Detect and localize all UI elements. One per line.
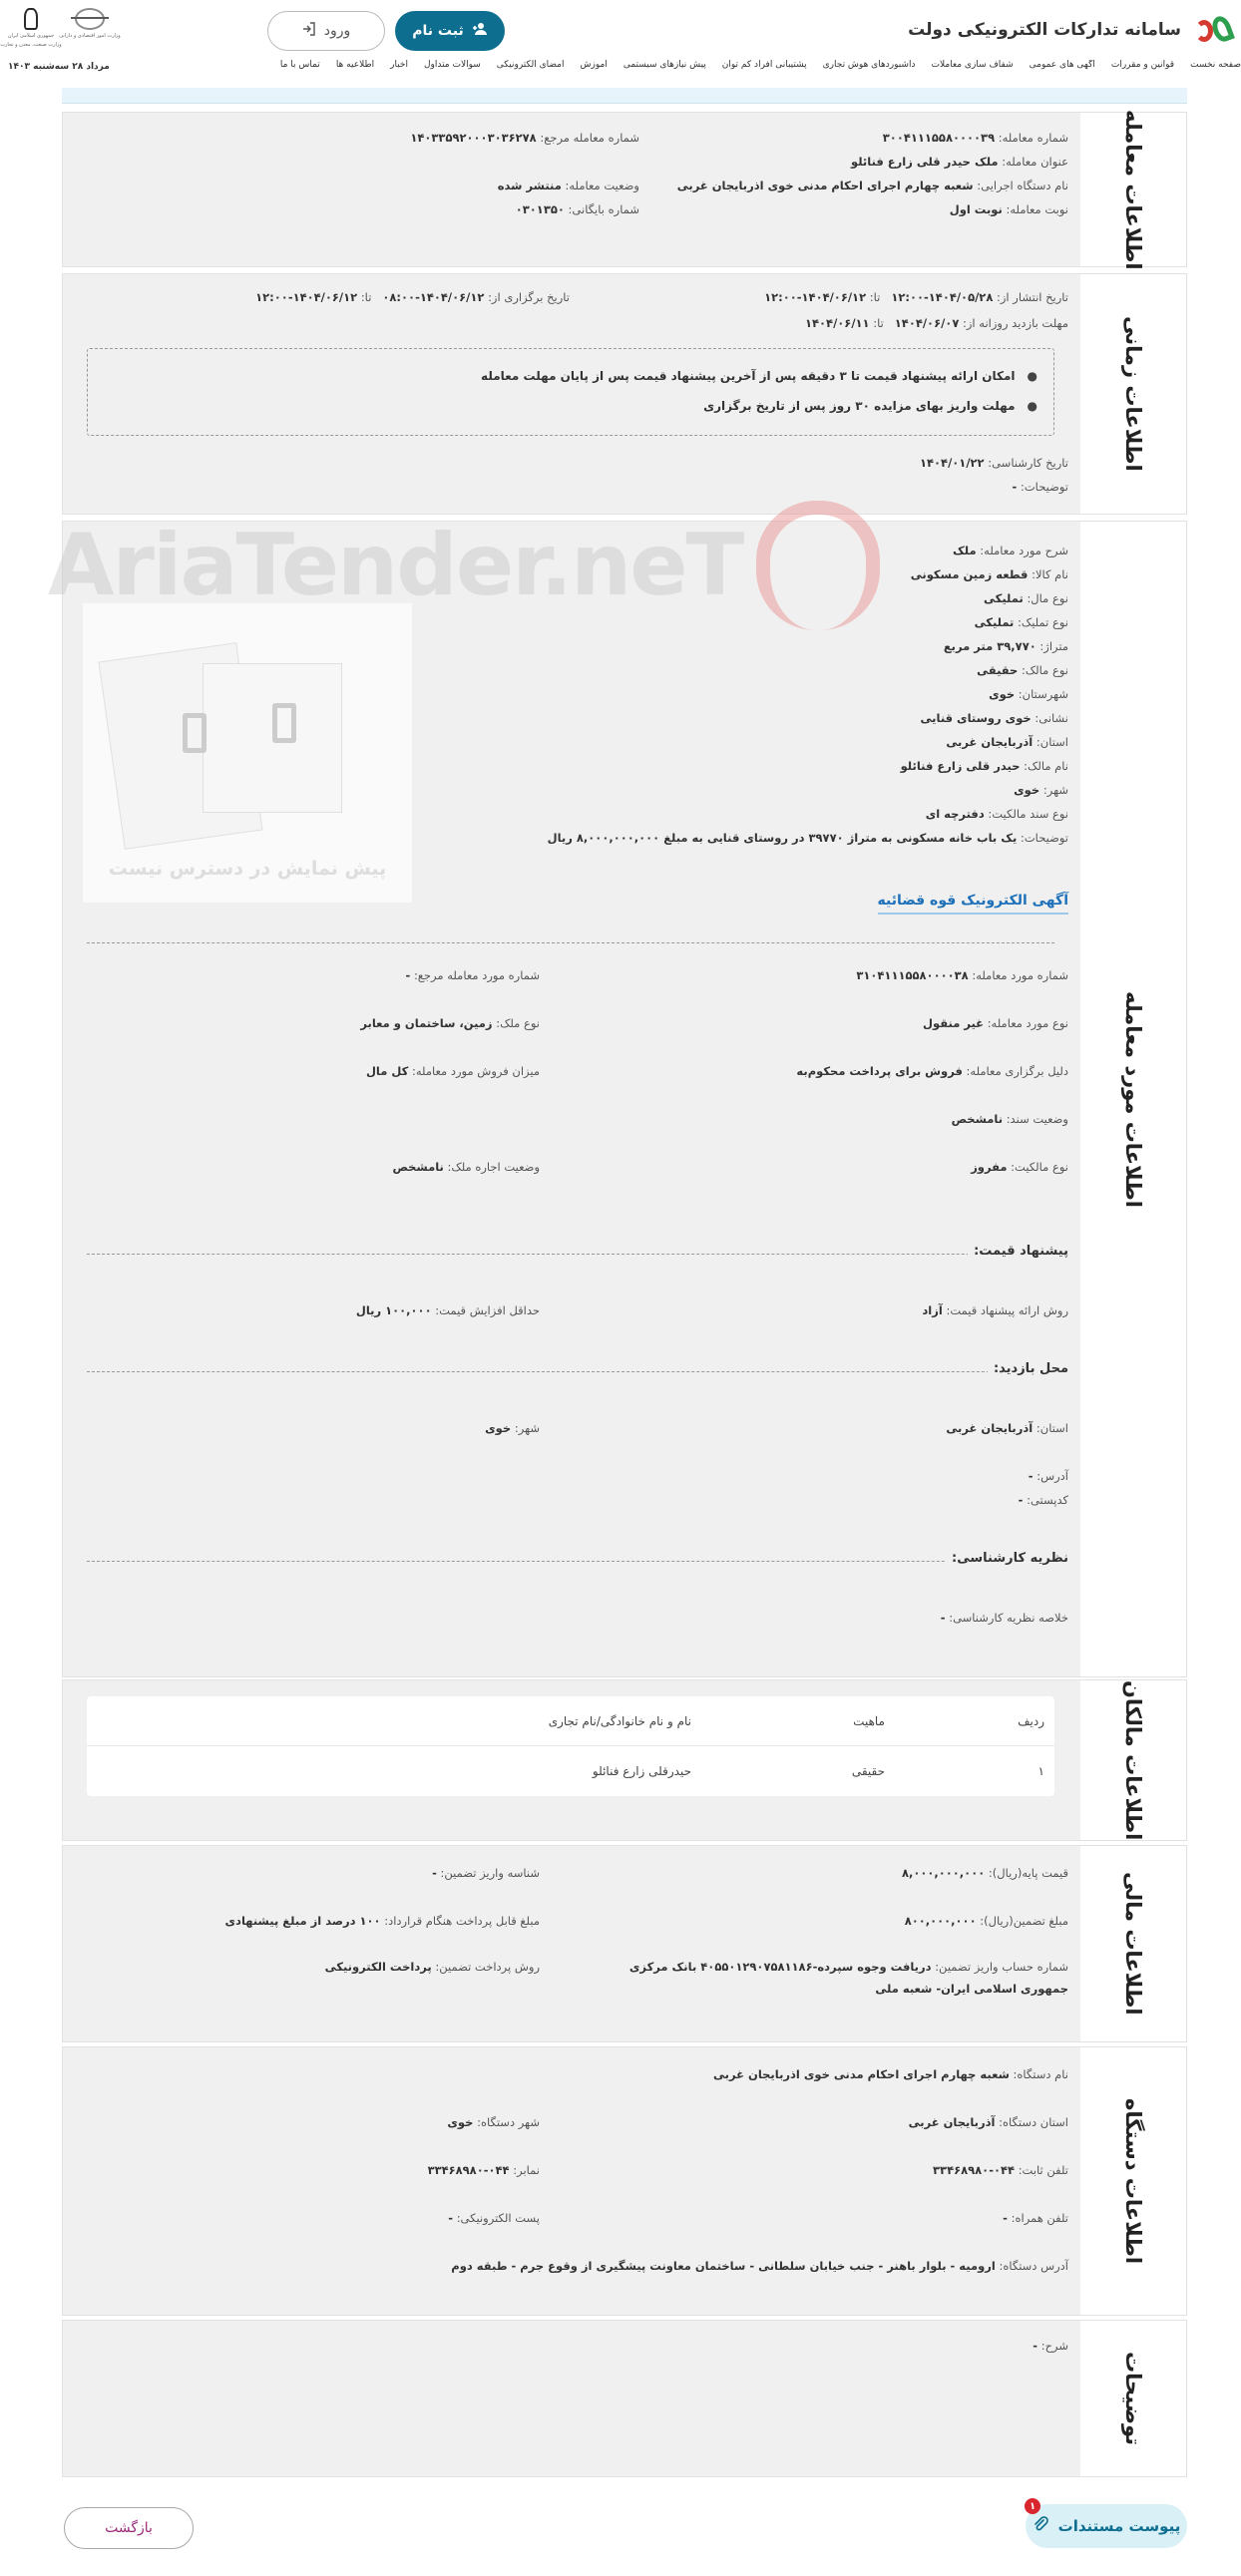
item-detail-row: متراژ: ۳۹,۷۷۰ متر مربع	[943, 639, 1068, 653]
item-detail-row: شهرستان: خوی	[989, 687, 1068, 701]
top-strip	[62, 88, 1187, 104]
agency-card: اطلاعات دستگاه نام دستگاه: شعبه چهارم اجرای احکام مدنی خوی اذربایجان غربی استان دستگاه: آذربایجان غربی شهر دستگاه: خوی تلفن ثابت: ۰۴۴-۳۳۴۶۸۹۸۰ نمابر: ۰۴۴-۳۳۴۶۸۹۸۰ تلفن همراه: - پست الکترونیکی: - آدرس دستگاه: ارومیه - بلوار باهنر - جنب خیابان سلطانی - ساختمان معاونت پیشگیری از وقوع جرم - طبقه دوم	[62, 2046, 1187, 2316]
notes-row: توضیحات: -	[1012, 480, 1068, 494]
gov-emblems	[0, 8, 121, 48]
gavel-icon	[272, 703, 296, 743]
price-section-heading: پیشنهاد قیمت:	[968, 1244, 1068, 1259]
rule-item: ● مهلت واریز بهای مزایده ۳۰ روز پس از تاریخ برگزاری	[703, 399, 1037, 413]
visit-row: مهلت بازدید روزانه از: ۱۴۰۴/۰۶/۰۷ تا: ۱۴۰۴/۰۶/۱۱	[805, 316, 1068, 330]
setad-logo-icon	[1191, 12, 1231, 48]
owners-title: اطلاعات مالکان	[1121, 1679, 1145, 1841]
watermark-shield-icon	[756, 501, 880, 630]
item-detail-row: استان: آذربایجان غربی	[946, 735, 1068, 749]
finance-card: اطلاعات مالی قیمت پایه(ریال): ۸,۰۰۰,۰۰۰,۰۰۰ شناسه واریز تضمین: - مبلغ تضمین(ریال): ۸۰۰,۰۰۰,۰۰۰ مبلغ قابل پرداخت هنگام قرارداد: ۱۰۰ درصد از مبلغ پیشنهادی شماره حساب واریز تضمین: دریافت وجوه سپرده-۴۰۵۵۰۱۲۹۰۷۵۸۱۱۸۶ بانک مرکزی جمهوری اسلامی ایران- شعبه ملی روش پرداخت تضمین: پرداخت الکترونیکی	[62, 1845, 1187, 2042]
turn-row: نوبت معامله: نوبت اول	[949, 202, 1068, 216]
header	[0, 0, 1241, 62]
item-number: ۳۱۰۴۱۱۱۵۵۸۰۰۰۰۳۸	[856, 968, 969, 982]
deal-number-row: شماره معامله: ۳۰۰۴۱۱۱۵۵۸۰۰۰۰۳۹	[882, 131, 1068, 145]
ref-number-row: شماره معامله مرجع: ۱۴۰۳۳۵۹۲۰۰۰۳۰۳۶۲۷۸	[410, 131, 639, 145]
item-detail-row: نوع سند مالکیت: دفترچه ای	[925, 807, 1068, 821]
watermark-text: AriaTender.neT	[48, 516, 743, 615]
nav-item[interactable]: سوالات متداول	[423, 60, 481, 70]
register-button[interactable]	[395, 11, 505, 51]
attachments-count-badge: ۱	[1025, 2498, 1040, 2514]
nav-item[interactable]: قوانین و مقررات	[1110, 60, 1175, 70]
item-detail-row: شهر: خوی	[1014, 783, 1068, 797]
nav-item[interactable]: صفحه نخست	[1190, 60, 1241, 70]
divider	[87, 1254, 1054, 1255]
judiciary-ad-link[interactable]: آگهی الکترونیک قوه قضائیه	[878, 893, 1069, 915]
login-button[interactable]	[267, 11, 385, 51]
item-detail-row: نام مالک: حیدر قلی زارع فنائلو	[900, 759, 1068, 773]
deal-info-card	[62, 109, 1187, 270]
login-icon	[302, 22, 316, 40]
nav-item[interactable]: داشبوردهای هوش تجاری	[822, 60, 916, 70]
agency-row: نام دستگاه اجرایی: شعبه چهارم اجرای احکام مدنی خوی اذربایجان غربی	[676, 179, 1068, 192]
divider	[87, 1561, 1054, 1562]
paperclip-icon	[1033, 2516, 1048, 2536]
rules-box	[87, 348, 1054, 436]
login-label: ورود	[323, 23, 351, 39]
item-detail-row: نشانی: خوی روستای قنایی	[920, 711, 1068, 725]
time-info-title: اطلاعات زمانی	[1121, 316, 1145, 472]
nav-item[interactable]: اطلاعیه ها	[335, 60, 375, 70]
nav-item[interactable]: تماس با ما	[279, 60, 320, 70]
table-row: ۱ حقیقی حیدرقلی زارع فنائلو	[592, 1764, 1044, 1778]
nav-item[interactable]: اخبار	[390, 60, 408, 70]
nav-item[interactable]: شفاف سازی معاملات	[931, 60, 1014, 70]
item-info-card: اطلاعات مورد معامله پیش نمایش در دسترس نیست شرح مورد معامله: ملک نام کالا: قطعه زمین مسکونی نوع مال: تملیکی نوع تملیک: تملیکی متراژ: ۳۹,۷۷۰ متر مربع نوع مالک: حقیقی شهرستان: خوی نشانی: خوی روستای قنایی استان: آذربایجان غربی نام مالک: حیدر قلی زارع فنائلو شهر: خوی نوع سند مالکیت: دفترچه ای توضیحات: یک باب خانه مسکونی به متراژ ۳۹۷۷۰ در روستای قنایی به مبلغ ۸,۰۰۰,۰۰۰,۰۰۰ ریال آگهی الکترونیک قوه قضائیه شماره مورد معامله: ۳۱۰۴۱۱۱۵۵۸۰۰۰۰۳۸ شماره مورد معامله مرجع: - نوع مورد معامله: غیر منقول نوع ملک: زمین، ساختمان و معابر دلیل برگزاری معامله: فروش برای پرداخت محکوم‌به میزان فروش مورد معامله: کل مال وضعیت سند: نامشخص نوع مالکیت: مفروز وضعیت اجاره ملک: نامشخص پیشنهاد قیمت: روش ارائه پیشنهاد قیمت: آزاد حداقل افزایش قیمت: ۱۰۰,۰۰۰ ریال محل بازدید: استان: آذربایجان غربی شهر: خوی آدرس: - کدپستی: - نظریه کارشناسی: خلاصه نظریه کارشناسی: -	[62, 521, 1187, 1677]
item-info-title: اطلاعات مورد معامله	[1121, 990, 1145, 1208]
table-header: ردیف ماهیت نام و نام خانوادگی/نام تجاری	[87, 1696, 1054, 1746]
globe-icon	[75, 8, 105, 30]
item-detail-row: نوع تملیک: تملیکی	[974, 615, 1068, 629]
industry-ministry-logo: جمهوری اسلامی ایران وزارت صنعت، معدن و تجارت	[6, 8, 56, 48]
image-preview-placeholder	[83, 603, 412, 903]
expert-date-row: تاریخ کارشناسی: ۱۴۰۴/۰۱/۲۲	[920, 456, 1068, 470]
publish-row: تاریخ انتشار از: ۱۴۰۴/۰۵/۲۸-۱۲:۰۰ تا: ۱۴۰۴/۰۶/۱۲-۱۲:۰۰	[764, 290, 1068, 304]
emblem-icon	[24, 8, 38, 30]
agency-title: اطلاعات دستگاه	[1121, 2097, 1145, 2265]
nav-item[interactable]: آموزش	[580, 60, 608, 70]
attachments-label: پیوست مستندات	[1057, 2517, 1181, 2535]
add-user-icon	[472, 22, 488, 40]
finance-title: اطلاعات مالی	[1121, 1872, 1145, 2016]
visit-section-heading: محل بازدید:	[988, 1361, 1068, 1376]
nav-item[interactable]: امضای الکترونیکی	[496, 60, 565, 70]
item-detail-row: شرح مورد معامله: ملک	[953, 544, 1068, 557]
status-row: وضعیت معامله: منتشر شده	[497, 179, 639, 192]
descriptions-title: توضیحات	[1121, 2351, 1145, 2446]
back-button[interactable]: بازگشت	[64, 2507, 194, 2549]
item-detail-row: نوع مالک: حقیقی	[977, 663, 1068, 677]
preview-unavailable-text: پیش نمایش در دسترس نیست	[108, 858, 387, 880]
subject-row: عنوان معامله: ملک حیدر قلی زارع فنائلو	[851, 155, 1068, 169]
divider	[87, 942, 1054, 943]
deal-number: ۳۰۰۴۱۱۱۵۵۸۰۰۰۰۳۹	[882, 131, 996, 145]
economy-ministry-logo: وزارت امور اقتصادی و دارایی	[70, 8, 110, 48]
descriptions-card: توضیحات شرح: -	[62, 2320, 1187, 2477]
gavel-icon	[183, 713, 207, 753]
nav-item[interactable]: آگهی های عمومی	[1029, 60, 1095, 70]
main-nav	[0, 60, 1241, 80]
rule-item: ● امکان ارائه پیشنهاد قیمت تا ۳ دقیقه پس از آخرین پیشنهاد قیمت پس از پایان مهلت معامله	[481, 369, 1037, 383]
item-detail-row: نوع مال: تملیکی	[984, 591, 1068, 605]
owners-card	[62, 1679, 1187, 1841]
owners-table	[87, 1696, 1054, 1796]
register-label: ثبت نام	[412, 23, 464, 39]
current-date: مرداد ۲۸ سه‌شنبه ۱۴۰۳	[8, 62, 110, 72]
watermark	[48, 501, 880, 630]
brand[interactable]	[908, 12, 1231, 48]
nav-item[interactable]: پشتیبانی افراد کم توان	[721, 60, 807, 70]
status-badge: منتشر شده	[497, 179, 562, 192]
attachments-button[interactable]	[1026, 2504, 1187, 2548]
divider	[87, 1371, 1054, 1372]
deal-info-title: اطلاعات معامله	[1121, 109, 1145, 270]
hold-row: تاریخ برگزاری از: ۱۴۰۴/۰۶/۱۲-۰۸:۰۰ تا: ۱۴۰۴/۰۶/۱۲-۱۲:۰۰	[255, 290, 570, 304]
archive-row: شماره بایگانی: ۰۳۰۱۳۵۰	[515, 202, 639, 216]
item-detail-row: توضیحات: یک باب خانه مسکونی به متراژ ۳۹۷۷۰ در روستای قنایی به مبلغ ۸,۰۰۰,۰۰۰,۰۰۰ ریال	[547, 831, 1068, 845]
item-detail-row: نام کالا: قطعه زمین مسکونی	[910, 567, 1068, 581]
expert-section-heading: نظریه کارشناسی:	[946, 1551, 1068, 1566]
deal-info-side	[1076, 109, 1186, 270]
time-info-card	[62, 273, 1187, 515]
site-title: سامانه تدارکات الکترونیکی دولت	[908, 20, 1181, 40]
nav-item[interactable]: پیش نیازهای سیستمی	[622, 60, 706, 70]
